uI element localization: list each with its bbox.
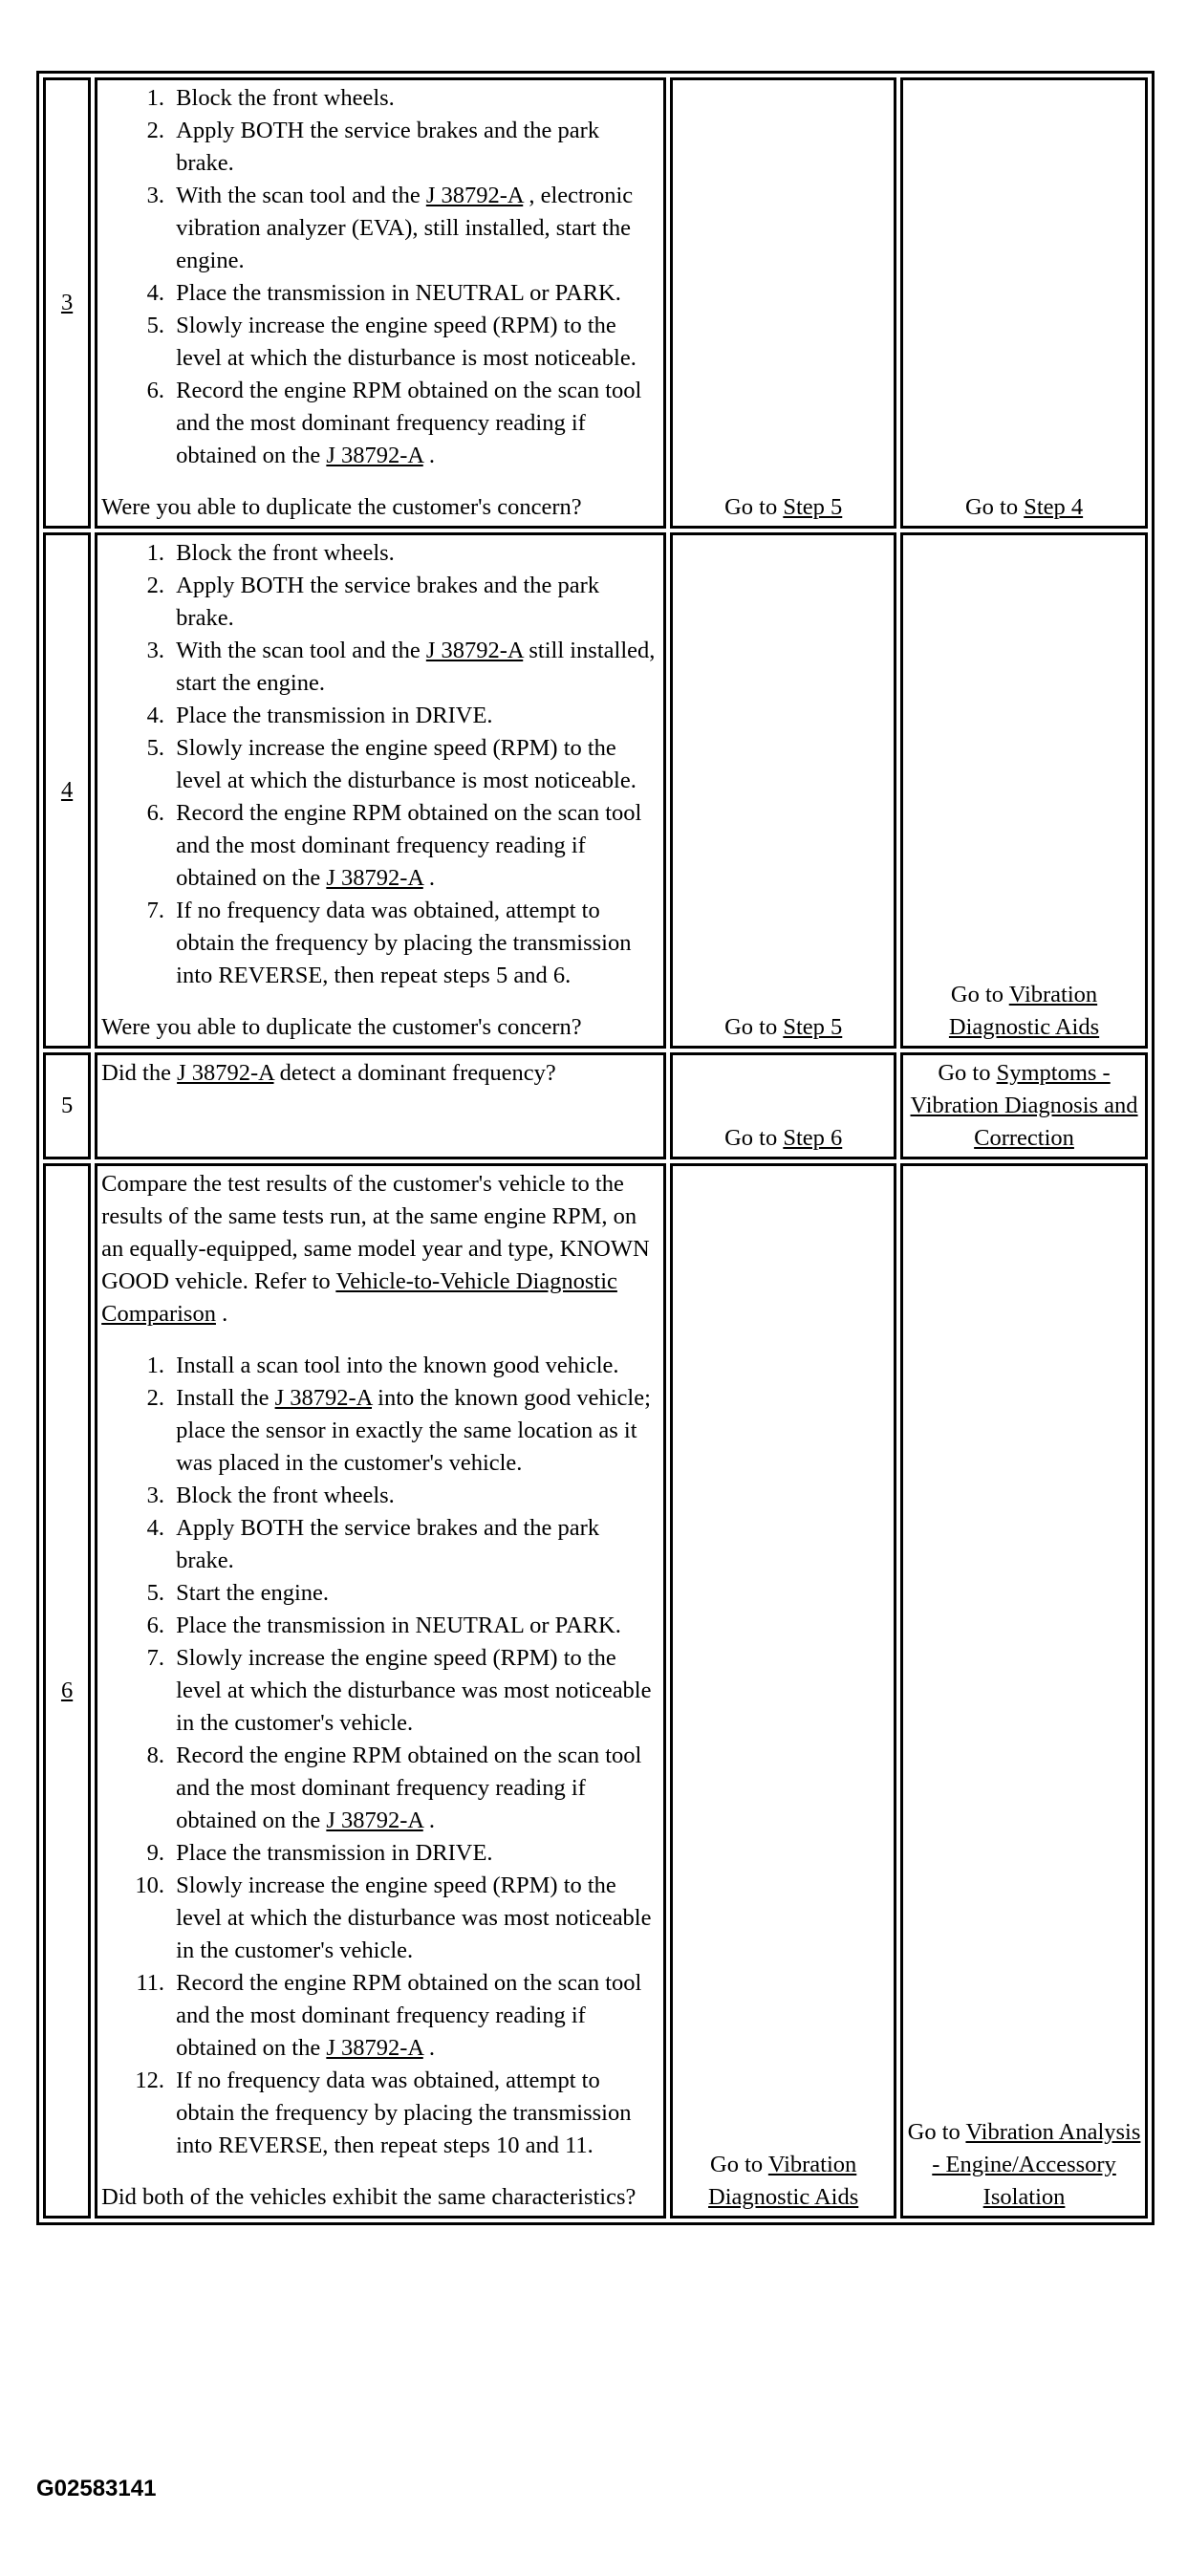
comparison-link[interactable]: Vehicle-to-Vehicle Diagnostic Comparison: [101, 1268, 617, 1327]
goto-text: Go to: [950, 982, 1009, 1007]
procedure-list: [101, 82, 659, 472]
list-item: [170, 1740, 659, 1837]
step-text: Install the: [176, 1385, 275, 1411]
list-item: [170, 1480, 659, 1512]
question-text: detect a dominant frequency?: [273, 1060, 556, 1086]
table-row-step-5: [43, 1052, 1148, 1159]
list-item: [170, 1512, 659, 1577]
step-link[interactable]: 3: [60, 290, 74, 315]
no-cell: [900, 1052, 1148, 1159]
diagnostic-table: [36, 71, 1155, 2225]
goto-text: Go to: [710, 2152, 768, 2177]
list-item: [170, 375, 659, 472]
goto-link[interactable]: Step 6: [783, 1125, 843, 1151]
step-number-cell: [43, 1052, 91, 1159]
list-item: [170, 277, 659, 310]
action-cell: [95, 1163, 666, 2219]
list-item: [170, 1967, 659, 2065]
action-cell: [95, 1052, 666, 1159]
step-text: Record the engine RPM obtained on the scan tool and the most dominant frequency reading if obtained on the: [176, 800, 642, 891]
list-item: [170, 82, 659, 115]
list-item: [170, 1642, 659, 1740]
goto-link[interactable]: Vibration Analysis - Engine/Accessory Isolation: [932, 2119, 1141, 2210]
step-text: Apply BOTH the service brakes and the park brake.: [176, 118, 600, 176]
step-text: Slowly increase the engine speed (RPM) to the level at which the disturbance was most noticeable in the customer's vehicle.: [176, 1872, 652, 1963]
list-item: [170, 2065, 659, 2162]
step-link[interactable]: 4: [60, 777, 74, 803]
goto-text: Go to: [724, 494, 784, 520]
list-item: [170, 537, 659, 570]
goto-link[interactable]: Vibration Diagnostic Aids: [708, 2152, 859, 2210]
list-item: [170, 1382, 659, 1480]
list-item: [170, 1610, 659, 1642]
yes-cell: [670, 1052, 896, 1159]
step-text: Place the transmission in DRIVE.: [176, 703, 493, 728]
tool-link[interactable]: J 38792-A: [326, 865, 423, 891]
list-item: [170, 310, 659, 375]
step-link[interactable]: 6: [60, 1678, 74, 1703]
goto-link[interactable]: Symptoms - Vibration Diagnosis and Correction: [910, 1060, 1138, 1151]
step-text: With the scan tool and the: [176, 638, 426, 663]
step-text: With the scan tool and the: [176, 183, 426, 208]
step-text: Block the front wheels.: [176, 540, 395, 566]
question-text: Did both of the vehicles exhibit the same characteristics?: [101, 2184, 637, 2210]
step-number-cell: [43, 77, 91, 529]
figure-id: G02583141: [36, 2476, 157, 2501]
step-text: .: [422, 865, 436, 891]
tool-link[interactable]: J 38792-A: [177, 1060, 274, 1086]
step-text: Slowly increase the engine speed (RPM) to the level at which the disturbance is most noticeable.: [176, 313, 637, 371]
step-text: .: [422, 1808, 436, 1833]
yes-cell: [670, 1163, 896, 2219]
step-text: Record the engine RPM obtained on the scan tool and the most dominant frequency reading if obtained on the: [176, 1970, 642, 2061]
list-item: [170, 732, 659, 797]
step-text: Block the front wheels.: [176, 1483, 395, 1508]
tool-link[interactable]: J 38792-A: [326, 2035, 423, 2061]
goto-text: Go to: [938, 1060, 997, 1086]
goto-link[interactable]: Step 5: [783, 494, 843, 520]
goto-text: Go to: [964, 494, 1025, 520]
intro-paragraph: [101, 1168, 659, 1331]
list-item: [170, 895, 659, 992]
tool-link[interactable]: J 38792-A: [425, 638, 524, 663]
question-text: Were you able to duplicate the customer's concern?: [101, 1014, 582, 1040]
tool-link[interactable]: J 38792-A: [326, 1808, 423, 1833]
question-text: Did the: [101, 1060, 178, 1086]
list-item: [170, 1577, 659, 1610]
step-text: If no frequency data was obtained, attempt to obtain the frequency by placing the transmission into REVERSE, then repeat steps 5 and 6.: [176, 898, 632, 988]
table-row-step-6: [43, 1163, 1148, 2219]
intro-text: Compare the test results of the customer's vehicle to the results of the same tests run, at the same engine RPM, on an equally-equipped, same model year and type, KNOWN GOOD vehicle. Refer to: [101, 1171, 650, 1294]
step-text: Install a scan tool into the known good vehicle.: [176, 1353, 619, 1378]
step-text: Slowly increase the engine speed (RPM) to the level at which the disturbance is most noticeable.: [176, 735, 637, 793]
no-cell: [900, 532, 1148, 1049]
list-item: [170, 1350, 659, 1382]
step-text: Record the engine RPM obtained on the scan tool and the most dominant frequency reading if obtained on the: [176, 1743, 642, 1833]
no-cell: [900, 77, 1148, 529]
goto-text: Go to: [724, 1125, 784, 1151]
step-text: Place the transmission in NEUTRAL or PARK.: [176, 280, 621, 306]
step-text: .: [422, 443, 436, 468]
table-row-step-3: [43, 77, 1148, 529]
question-text: Were you able to duplicate the customer's concern?: [101, 494, 582, 520]
table-row-step-4: [43, 532, 1148, 1049]
procedure-list: [101, 537, 659, 992]
step-text: Apply BOTH the service brakes and the park brake.: [176, 1515, 600, 1573]
step-text: still installed, start the engine.: [176, 638, 656, 696]
yes-cell: [670, 77, 896, 529]
step-text: Slowly increase the engine speed (RPM) to the level at which the disturbance was most noticeable in the customer's vehicle.: [176, 1645, 652, 1736]
step-text: Place the transmission in DRIVE.: [176, 1840, 493, 1866]
list-item: [170, 180, 659, 277]
step-text: , electronic vibration analyzer (EVA), still installed, start the engine.: [176, 183, 634, 273]
list-item: [170, 1870, 659, 1967]
step-text: Block the front wheels.: [176, 85, 395, 111]
list-item: [170, 635, 659, 700]
list-item: [170, 700, 659, 732]
intro-text: .: [215, 1301, 228, 1327]
step-text: Record the engine RPM obtained on the scan tool and the most dominant frequency reading if obtained on the: [176, 378, 642, 468]
goto-link[interactable]: Step 5: [783, 1014, 843, 1040]
step-number-cell: [43, 532, 91, 1049]
goto-text: Go to: [907, 2119, 966, 2145]
list-item: [170, 115, 659, 180]
list-item: [170, 797, 659, 895]
step-number-cell: [43, 1163, 91, 2219]
step-text: Start the engine.: [176, 1580, 330, 1606]
yes-cell: [670, 532, 896, 1049]
step-text: Place the transmission in NEUTRAL or PARK.: [176, 1613, 621, 1638]
procedure-list: [101, 1350, 659, 2162]
list-item: [170, 1837, 659, 1870]
tool-link[interactable]: J 38792-A: [274, 1385, 373, 1411]
goto-link[interactable]: Vibration Diagnostic Aids: [948, 982, 1100, 1040]
step-text: into the known good vehicle; place the sensor in exactly the same location as it was placed in the customer's vehicle.: [176, 1385, 651, 1476]
tool-link[interactable]: J 38792-A: [425, 183, 524, 208]
step-text: Apply BOTH the service brakes and the park brake.: [176, 573, 600, 631]
goto-text: Go to: [724, 1014, 784, 1040]
action-cell: [95, 77, 666, 529]
tool-link[interactable]: J 38792-A: [326, 443, 423, 468]
step-text: If no frequency data was obtained, attempt to obtain the frequency by placing the transmission into REVERSE, then repeat steps 10 and 11.: [176, 2067, 632, 2158]
no-cell: [900, 1163, 1148, 2219]
step-text: .: [422, 2035, 436, 2061]
list-item: [170, 570, 659, 635]
goto-link[interactable]: Step 4: [1024, 494, 1084, 520]
step-number: 5: [60, 1093, 74, 1118]
action-cell: [95, 532, 666, 1049]
